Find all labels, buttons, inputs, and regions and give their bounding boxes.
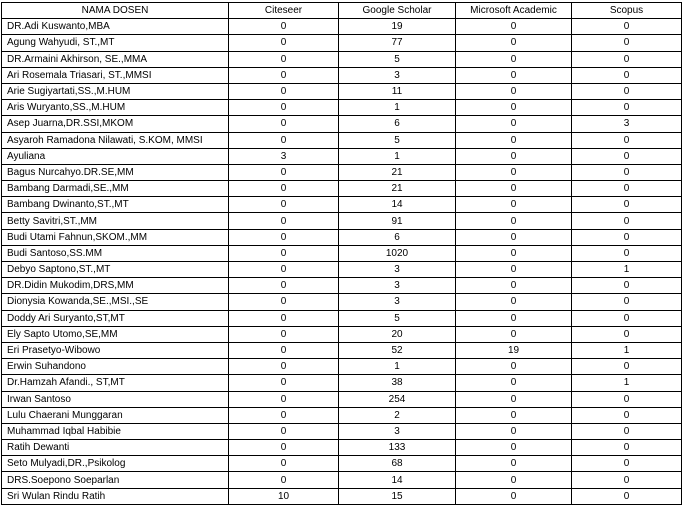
cell-microsoft-academic: 0	[456, 116, 572, 132]
cell-scopus: 0	[572, 51, 682, 67]
cell-microsoft-academic: 0	[456, 83, 572, 99]
cell-google-scholar: 11	[339, 83, 456, 99]
table-row	[2, 326, 682, 342]
table-row	[2, 278, 682, 294]
cell-scopus: 0	[572, 213, 682, 229]
cell-google-scholar: 6	[339, 229, 456, 245]
cell-microsoft-academic: 0	[456, 472, 572, 488]
table-body	[2, 19, 682, 505]
cell-citeseer: 0	[229, 213, 339, 229]
table-row	[2, 132, 682, 148]
cell-nama-dosen: Dionysia Kowanda,SE.,MSI.,SE	[2, 294, 229, 310]
table-row	[2, 472, 682, 488]
cell-google-scholar: 2	[339, 407, 456, 423]
cell-microsoft-academic: 0	[456, 245, 572, 261]
cell-microsoft-academic: 0	[456, 488, 572, 504]
cell-citeseer: 0	[229, 67, 339, 83]
cell-microsoft-academic: 0	[456, 67, 572, 83]
cell-nama-dosen: Dr.Hamzah Afandi., ST,MT	[2, 375, 229, 391]
table-row	[2, 213, 682, 229]
cell-microsoft-academic: 0	[456, 375, 572, 391]
table-row	[2, 407, 682, 423]
cell-scopus: 0	[572, 83, 682, 99]
cell-citeseer: 0	[229, 83, 339, 99]
cell-google-scholar: 133	[339, 440, 456, 456]
table-row	[2, 245, 682, 261]
cell-microsoft-academic: 0	[456, 278, 572, 294]
table-row	[2, 391, 682, 407]
cell-nama-dosen: Lulu Chaerani Munggaran	[2, 407, 229, 423]
table-row	[2, 100, 682, 116]
cell-microsoft-academic: 0	[456, 326, 572, 342]
cell-scopus: 1	[572, 262, 682, 278]
table-row	[2, 229, 682, 245]
cell-microsoft-academic: 0	[456, 262, 572, 278]
cell-microsoft-academic: 0	[456, 197, 572, 213]
cell-nama-dosen: Bagus Nurcahyo.DR.SE,MM	[2, 164, 229, 180]
cell-nama-dosen: Asep Juarna,DR.SSI,MKOM	[2, 116, 229, 132]
header-google-scholar: Google Scholar	[339, 3, 456, 19]
cell-nama-dosen: DRS.Soepono Soeparlan	[2, 472, 229, 488]
cell-google-scholar: 1	[339, 100, 456, 116]
cell-nama-dosen: Muhammad Iqbal Habibie	[2, 423, 229, 439]
table-row	[2, 294, 682, 310]
cell-nama-dosen: Asyaroh Ramadona Nilawati, S.KOM, MMSI	[2, 132, 229, 148]
cell-scopus: 0	[572, 294, 682, 310]
cell-google-scholar: 5	[339, 132, 456, 148]
cell-microsoft-academic: 0	[456, 359, 572, 375]
cell-scopus: 0	[572, 391, 682, 407]
cell-citeseer: 10	[229, 488, 339, 504]
cell-nama-dosen: Ari Rosemala Triasari, ST.,MMSI	[2, 67, 229, 83]
cell-scopus: 0	[572, 310, 682, 326]
table-row	[2, 375, 682, 391]
table-row	[2, 164, 682, 180]
table-row	[2, 488, 682, 504]
header-nama-dosen: NAMA DOSEN	[2, 3, 229, 19]
cell-citeseer: 0	[229, 35, 339, 51]
cell-nama-dosen: DR.Adi Kuswanto,MBA	[2, 19, 229, 35]
cell-nama-dosen: Aris Wuryanto,SS.,M.HUM	[2, 100, 229, 116]
cell-citeseer: 0	[229, 132, 339, 148]
cell-google-scholar: 19	[339, 19, 456, 35]
cell-nama-dosen: Ratih Dewanti	[2, 440, 229, 456]
cell-nama-dosen: Agung Wahyudi, ST.,MT	[2, 35, 229, 51]
cell-google-scholar: 14	[339, 197, 456, 213]
table-row	[2, 51, 682, 67]
table-row	[2, 342, 682, 358]
cell-google-scholar: 3	[339, 294, 456, 310]
cell-google-scholar: 14	[339, 472, 456, 488]
cell-scopus: 0	[572, 35, 682, 51]
cell-citeseer: 0	[229, 19, 339, 35]
header-microsoft-academic: Microsoft Academic	[456, 3, 572, 19]
cell-scopus: 0	[572, 423, 682, 439]
cell-nama-dosen: Seto Mulyadi,DR.,Psikolog	[2, 456, 229, 472]
cell-microsoft-academic: 0	[456, 181, 572, 197]
table-row	[2, 310, 682, 326]
cell-citeseer: 0	[229, 391, 339, 407]
cell-microsoft-academic: 0	[456, 148, 572, 164]
cell-citeseer: 0	[229, 116, 339, 132]
cell-nama-dosen: Bambang Darmadi,SE.,MM	[2, 181, 229, 197]
cell-microsoft-academic: 0	[456, 100, 572, 116]
cell-citeseer: 0	[229, 375, 339, 391]
cell-scopus: 0	[572, 19, 682, 35]
cell-microsoft-academic: 0	[456, 310, 572, 326]
cell-scopus: 3	[572, 116, 682, 132]
cell-scopus: 0	[572, 326, 682, 342]
cell-microsoft-academic: 0	[456, 132, 572, 148]
cell-scopus: 0	[572, 132, 682, 148]
cell-microsoft-academic: 0	[456, 456, 572, 472]
cell-microsoft-academic: 0	[456, 391, 572, 407]
cell-nama-dosen: Irwan Santoso	[2, 391, 229, 407]
table-row	[2, 197, 682, 213]
cell-scopus: 0	[572, 440, 682, 456]
cell-microsoft-academic: 0	[456, 229, 572, 245]
cell-nama-dosen: Ely Sapto Utomo,SE,MM	[2, 326, 229, 342]
table-row	[2, 19, 682, 35]
cell-scopus: 0	[572, 164, 682, 180]
table-row	[2, 262, 682, 278]
cell-google-scholar: 68	[339, 456, 456, 472]
cell-scopus: 0	[572, 229, 682, 245]
header-scopus: Scopus	[572, 3, 682, 19]
cell-google-scholar: 5	[339, 51, 456, 67]
cell-microsoft-academic: 0	[456, 35, 572, 51]
cell-scopus: 1	[572, 375, 682, 391]
cell-nama-dosen: Doddy Ari Suryanto,ST,MT	[2, 310, 229, 326]
table-row	[2, 440, 682, 456]
cell-google-scholar: 1	[339, 148, 456, 164]
cell-citeseer: 0	[229, 423, 339, 439]
cell-scopus: 0	[572, 197, 682, 213]
cell-microsoft-academic: 0	[456, 51, 572, 67]
table-row	[2, 359, 682, 375]
table-row	[2, 181, 682, 197]
cell-citeseer: 0	[229, 407, 339, 423]
cell-scopus: 0	[572, 148, 682, 164]
cell-citeseer: 0	[229, 359, 339, 375]
cell-google-scholar: 77	[339, 35, 456, 51]
cell-nama-dosen: DR.Didin Mukodim,DRS,MM	[2, 278, 229, 294]
cell-google-scholar: 6	[339, 116, 456, 132]
cell-google-scholar: 21	[339, 164, 456, 180]
cell-scopus: 0	[572, 181, 682, 197]
header-citeseer: Citeseer	[229, 3, 339, 19]
cell-citeseer: 0	[229, 310, 339, 326]
table-row	[2, 148, 682, 164]
cell-microsoft-academic: 0	[456, 407, 572, 423]
cell-scopus: 0	[572, 359, 682, 375]
cell-microsoft-academic: 0	[456, 423, 572, 439]
cell-scopus: 0	[572, 100, 682, 116]
cell-citeseer: 0	[229, 164, 339, 180]
cell-citeseer: 0	[229, 456, 339, 472]
table-row	[2, 116, 682, 132]
cell-microsoft-academic: 19	[456, 342, 572, 358]
cell-google-scholar: 20	[339, 326, 456, 342]
cell-nama-dosen: Eri Prasetyo-Wibowo	[2, 342, 229, 358]
cell-nama-dosen: Ayuliana	[2, 148, 229, 164]
cell-citeseer: 0	[229, 472, 339, 488]
cell-citeseer: 0	[229, 197, 339, 213]
cell-google-scholar: 38	[339, 375, 456, 391]
cell-scopus: 0	[572, 245, 682, 261]
cell-citeseer: 0	[229, 229, 339, 245]
cell-nama-dosen: Debyo Saptono,ST.,MT	[2, 262, 229, 278]
cell-scopus: 0	[572, 488, 682, 504]
cell-google-scholar: 91	[339, 213, 456, 229]
cell-microsoft-academic: 0	[456, 440, 572, 456]
cell-scopus: 0	[572, 67, 682, 83]
table-row	[2, 456, 682, 472]
cell-google-scholar: 3	[339, 423, 456, 439]
cell-citeseer: 0	[229, 326, 339, 342]
cell-citeseer: 0	[229, 51, 339, 67]
cell-google-scholar: 52	[339, 342, 456, 358]
cell-scopus: 0	[572, 472, 682, 488]
cell-google-scholar: 254	[339, 391, 456, 407]
cell-nama-dosen: Arie Sugiyartati,SS.,M.HUM	[2, 83, 229, 99]
cell-citeseer: 0	[229, 245, 339, 261]
cell-google-scholar: 1	[339, 359, 456, 375]
cell-citeseer: 0	[229, 100, 339, 116]
cell-citeseer: 0	[229, 342, 339, 358]
cell-nama-dosen: Budi Utami Fahnun,SKOM.,MM	[2, 229, 229, 245]
cell-google-scholar: 3	[339, 278, 456, 294]
cell-microsoft-academic: 0	[456, 213, 572, 229]
cell-google-scholar: 15	[339, 488, 456, 504]
cell-nama-dosen: Sri Wulan Rindu Ratih	[2, 488, 229, 504]
table-row	[2, 83, 682, 99]
cell-citeseer: 0	[229, 181, 339, 197]
cell-google-scholar: 21	[339, 181, 456, 197]
cell-citeseer: 3	[229, 148, 339, 164]
cell-citeseer: 0	[229, 294, 339, 310]
cell-microsoft-academic: 0	[456, 294, 572, 310]
cell-google-scholar: 5	[339, 310, 456, 326]
cell-microsoft-academic: 0	[456, 164, 572, 180]
cell-nama-dosen: Bambang Dwinanto,ST.,MT	[2, 197, 229, 213]
cell-nama-dosen: Erwin Suhandono	[2, 359, 229, 375]
cell-google-scholar: 1020	[339, 245, 456, 261]
cell-microsoft-academic: 0	[456, 19, 572, 35]
cell-citeseer: 0	[229, 278, 339, 294]
cell-nama-dosen: Betty Savitri,ST.,MM	[2, 213, 229, 229]
cell-nama-dosen: DR.Armaini Akhirson, SE.,MMA	[2, 51, 229, 67]
cell-nama-dosen: Budi Santoso,SS.MM	[2, 245, 229, 261]
cell-google-scholar: 3	[339, 262, 456, 278]
cell-citeseer: 0	[229, 262, 339, 278]
citation-table	[1, 2, 682, 505]
table-row	[2, 423, 682, 439]
cell-scopus: 0	[572, 278, 682, 294]
cell-scopus: 0	[572, 407, 682, 423]
cell-citeseer: 0	[229, 440, 339, 456]
cell-scopus: 1	[572, 342, 682, 358]
cell-google-scholar: 3	[339, 67, 456, 83]
cell-scopus: 0	[572, 456, 682, 472]
table-row	[2, 67, 682, 83]
table-row	[2, 35, 682, 51]
header-row	[2, 3, 682, 19]
